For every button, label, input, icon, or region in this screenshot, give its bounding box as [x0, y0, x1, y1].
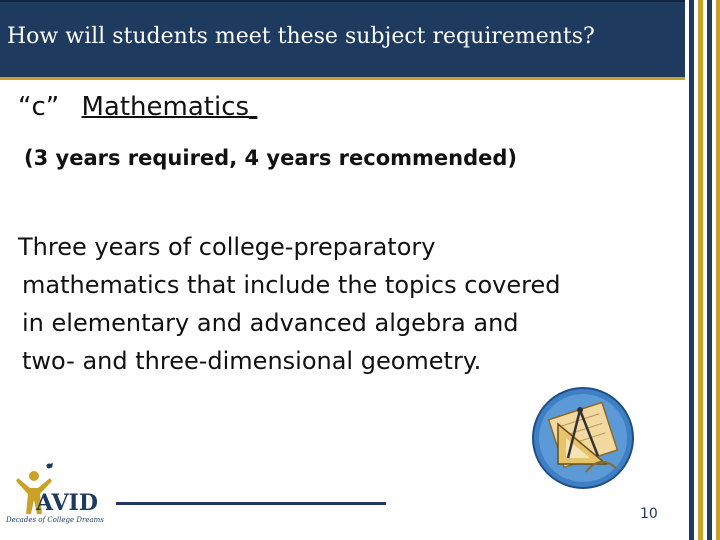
subject-letter: “c”	[18, 92, 60, 122]
requirement-years: (3 years required, 4 years recommended)	[24, 146, 518, 170]
geometry-tools-icon	[528, 380, 638, 490]
slide-title: How will students meet these subject requirements?	[7, 24, 595, 49]
subject-heading	[18, 92, 257, 122]
subject-name: Mathematics	[81, 92, 250, 122]
logo-tagline: Decades of College Dreams	[6, 516, 104, 524]
footer-divider	[116, 502, 386, 505]
page-number: 10	[640, 506, 658, 522]
logo-wordmark: AVID	[36, 490, 98, 516]
decorative-stripes	[685, 0, 720, 540]
title-bar	[0, 0, 685, 80]
requirement-description: Three years of college-preparatory mathematics that include the topics covered in elementary and advanced algebra and two- and three-dimensional geometry.	[18, 233, 561, 375]
